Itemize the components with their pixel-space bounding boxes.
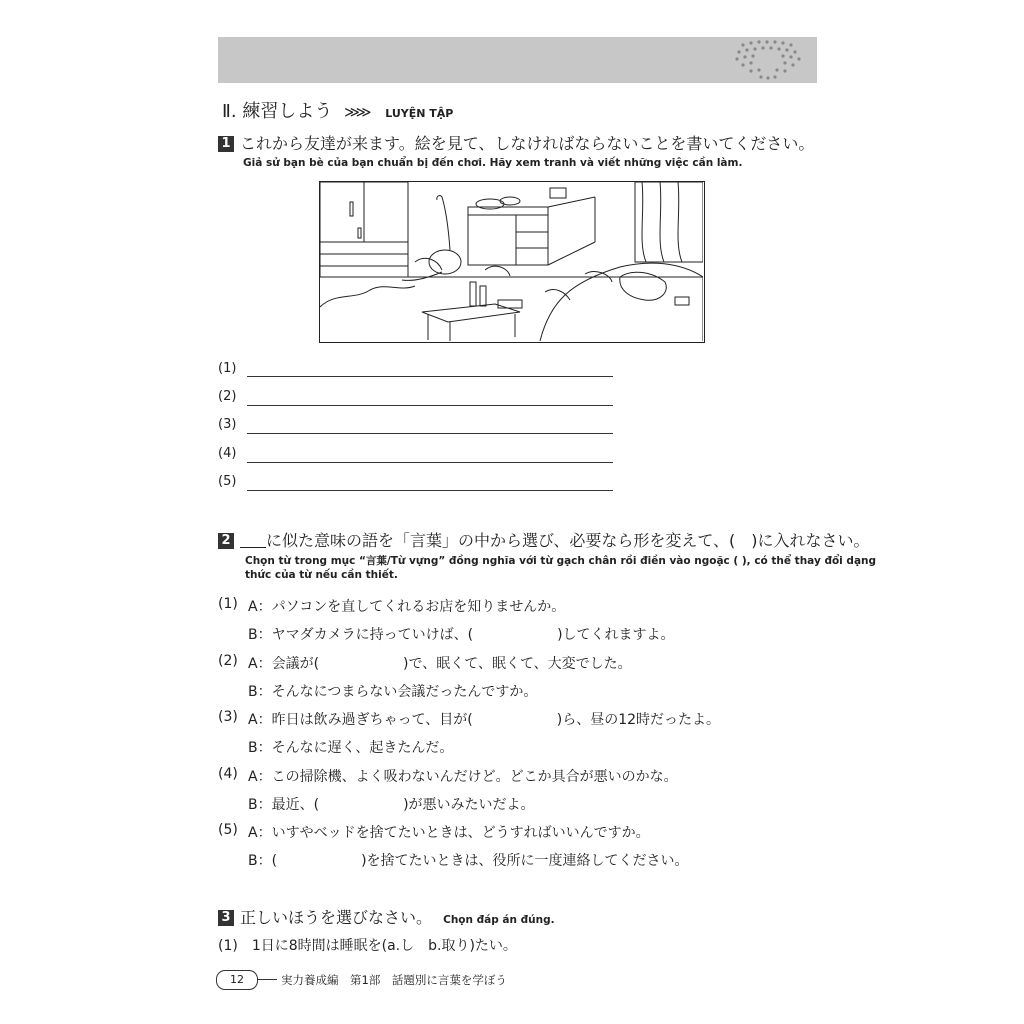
answer-line-3[interactable] <box>247 433 613 434</box>
answer-line-1[interactable] <box>247 376 613 377</box>
messy-room-illustration <box>319 181 705 343</box>
q2-japanese: に似た意味の語を「言葉」の中から選び、必要なら形を変えて、( )に入れなさい。 <box>266 531 870 550</box>
q2-item-3-b: B：そんなに遅く、起きたんだ。 <box>248 740 454 756</box>
answer-line-4[interactable] <box>247 462 613 463</box>
header-band <box>218 37 817 83</box>
q2-item-5-b: B：( )を捨てたいときは、役所に一度連絡してください。 <box>248 853 689 869</box>
q1-japanese: これから友達が来ます。絵を見て、しなければならないことを書いてください。 <box>240 134 815 153</box>
q2-item-3-label: (3) <box>218 709 238 725</box>
q3-japanese: 正しいほうを選びなさい。 <box>240 908 433 927</box>
answer-line-2[interactable] <box>247 405 613 406</box>
section-title-text: 練習しよう <box>242 101 333 122</box>
q2-vietnamese-2: thức của từ nếu cần thiết. <box>245 569 398 581</box>
q2-item-5-label: (5) <box>218 822 238 838</box>
answer-label-3: (3) <box>218 417 237 432</box>
q2-item-2-a: A：会議が( )で、眠くて、眠くて、大変でした。 <box>248 656 632 672</box>
answer-line-5[interactable] <box>247 490 613 491</box>
answer-label-5: (5) <box>218 474 237 489</box>
q2-item-5-a: A：いすやベッドを捨てたいときは、どうすればいいんですか。 <box>248 825 650 841</box>
q2-item-4-a: A：この掃除機、よく吸わないんだけど。どこか具合が悪いのかな。 <box>248 769 678 785</box>
q2-item-2-label: (2) <box>218 653 238 669</box>
q1-vietnamese: Giả sử bạn bè của bạn chuẩn bị đến chơi. Hãy xem tranh và viết những việc cần làm. <box>243 157 743 169</box>
page-number: 12 <box>216 970 258 990</box>
answer-label-2: (2) <box>218 389 237 404</box>
q2-item-4-b: B：最近、( )が悪いみたいだよ。 <box>248 797 535 813</box>
footer-rule <box>257 979 277 980</box>
q2-item-1-label: (1) <box>218 596 238 612</box>
section-numeral: Ⅱ. <box>222 101 237 122</box>
double-arrow-icon: ≫≫ <box>344 103 368 121</box>
q3-vietnamese: Chọn đáp án đúng. <box>443 914 555 926</box>
q2-vietnamese-1: Chọn từ trong mục “言葉/Từ vựng” đồng nghĩa với từ gạch chân rồi điền vào ngoặc ( ), có thể thay đổi dạng <box>245 555 877 567</box>
footer-title: 実力養成編 第1部 話題別に言葉を学ぼう <box>281 973 507 987</box>
q2-item-1-a: A：パソコンを直してくれるお店を知りませんか。 <box>248 599 566 615</box>
dot-fan-decoration <box>729 37 809 83</box>
q2-item-1-b: B：ヤマダカメラに持っていけば、( )してくれますよ。 <box>248 627 675 643</box>
q3-instruction <box>218 905 555 928</box>
q2-instruction <box>218 528 870 551</box>
section-title <box>222 97 453 123</box>
q2-item-2-b: B：そんなにつまらない会議だったんですか。 <box>248 684 538 700</box>
section-subtitle: LUYỆN TẬP <box>385 107 454 120</box>
q2-item-4-label: (4) <box>218 766 238 782</box>
room-drawing <box>320 182 703 341</box>
q1-number: 1 <box>218 136 234 152</box>
q2-number: 2 <box>218 533 234 549</box>
underline-blank <box>240 533 266 548</box>
answer-label-1: (1) <box>218 361 237 376</box>
answer-label-4: (4) <box>218 446 237 461</box>
q3-item-1: (1) 1日に8時間は睡眠を(a.し b.取り)たい。 <box>218 938 517 954</box>
q1-instruction <box>218 131 814 154</box>
q3-number: 3 <box>218 910 234 926</box>
q2-item-3-a: A：昨日は飲み過ぎちゃって、目が( )ら、昼の12時だったよ。 <box>248 712 721 728</box>
